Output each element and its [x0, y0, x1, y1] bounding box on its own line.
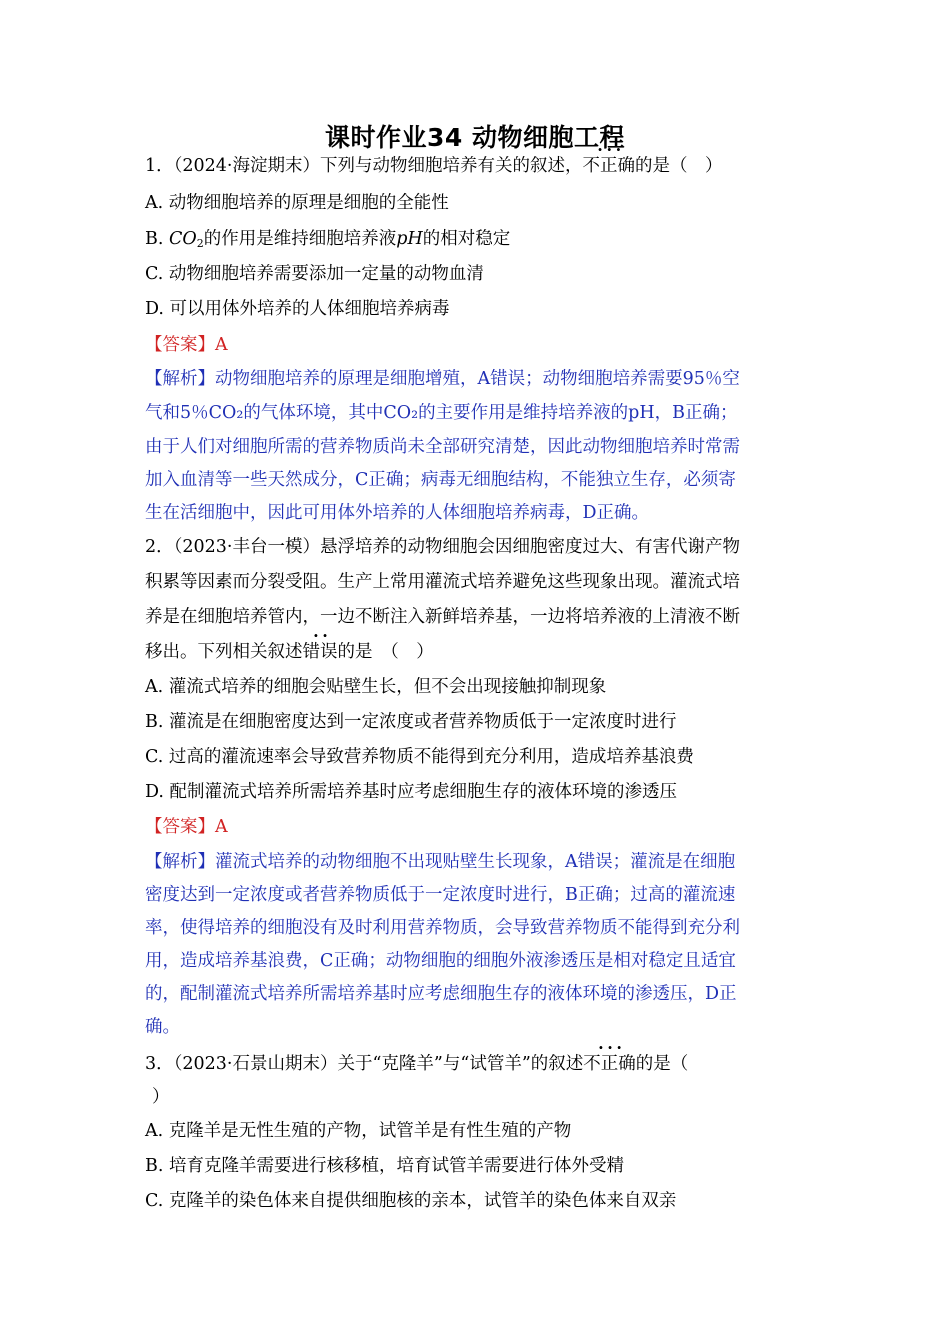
question-3-option-b: B. 培育克隆羊需要进行核移植，培育试管羊需要进行体外受精: [145, 1156, 624, 1176]
question-1-explanation-line: 生在活细胞中，因此可用体外培养的人体细胞培养病毒，D正确。: [145, 503, 650, 523]
page-title: 课时作业34 动物细胞工程: [325, 123, 625, 152]
question-2-explanation-line: 的，配制灌流式培养所需培养基时应考虑细胞生存的液体环境的渗透压，D正: [145, 984, 737, 1004]
question-1-option-c: C. 动物细胞培养需要添加一定量的动物血清: [145, 264, 484, 284]
question-2-option-c: C. 过高的灌流速率会导致营养物质不能得到充分利用，造成培养基浪费: [145, 747, 694, 767]
question-1-explanation-line: 由于人们对细胞所需的营养物质尚未全部研究清楚，因此动物细胞培养时常需: [145, 437, 740, 457]
question-3-stem-end: ）: [152, 1087, 170, 1107]
question-2-stem-line: 养是在细胞培养管内，一边不断注入新鲜培养基，一边将培养液的上清液不断: [145, 607, 740, 627]
question-3-stem: 3．（2023·石景山期末）关于“克隆羊”与“试管羊”的叙述· · · 不正确的是（: [145, 1052, 805, 1076]
question-2-explanation-line: 密度达到一定浓度或者营养物质低于一定浓度时进行，B正确；过高的灌流速: [145, 885, 736, 905]
question-2-explanation-line: 用，造成培养基浪费，C正确；动物细胞的细胞外液渗透压是相对稳定且适宜: [145, 951, 736, 971]
question-3-option-a: A. 克隆羊是无性生殖的产物，试管羊是有性生殖的产物: [145, 1121, 572, 1141]
question-2-answer: 【答案】A: [145, 817, 228, 837]
question-2-explanation-line: 率，使得培养的细胞没有及时利用营养物质，会导致营养物质不能得到充分利: [145, 918, 740, 938]
question-2-option-a: A. 灌流式培养的细胞会贴壁生长，但不会出现接触抑制现象: [145, 677, 607, 697]
question-1-explanation-line: 气和5％CO₂的气体环境，其中CO₂的主要作用是维持培养液的pH，B正确；: [145, 403, 738, 423]
question-2-explanation-line: 【解析】灌流式培养的动物细胞不出现贴壁生长现象，A错误；灌流是在细胞: [145, 852, 736, 872]
question-3-option-c: C. 克隆羊的染色体来自提供细胞核的亲本，试管羊的染色体来自双亲: [145, 1191, 677, 1211]
question-1-explanation-line: 【解析】动物细胞培养的原理是细胞增殖，A错误；动物细胞培养需要95％空: [145, 369, 740, 389]
question-2-stem-line: 移出。下列相关叙述· · 错误的是 （ ）: [145, 640, 805, 664]
question-2-stem-line: 2．（2023·丰台一模）悬浮培养的动物细胞会因细胞密度过大、有害代谢产物: [145, 537, 740, 557]
question-2-option-b: B. 灌流是在细胞密度达到一定浓度或者营养物质低于一定浓度时进行: [145, 712, 677, 732]
question-2-explanation-line: 确。: [145, 1017, 180, 1037]
question-1-answer: 【答案】A: [145, 335, 228, 355]
question-2-stem-line: 积累等因素而分裂受阻。生产上常用灌流式培养避免这些现象出现。灌流式培: [145, 572, 740, 592]
emphasis-dots: · · · 不正确: [582, 154, 635, 178]
question-2-option-d: D. 配制灌流式培养所需培养基时应考虑细胞生存的液体环境的渗透压: [145, 782, 678, 802]
question-1-option-a: A. 动物细胞培养的原理是细胞的全能性: [145, 193, 449, 213]
question-1-explanation-line: 加入血清等一些天然成分，C正确；病毒无细胞结构，不能独立生存，必须寄: [145, 470, 736, 490]
question-1-stem: 1．（2024·海淀期末）下列与动物细胞培养有关的叙述，· · · 不正确的是（ ）: [145, 154, 805, 178]
question-1-option-d: D. 可以用体外培养的人体细胞培养病毒: [145, 299, 450, 319]
question-1-option-b: B. $CO_2$的作用是维持细胞培养液pH的相对稳定: [145, 229, 511, 250]
emphasis-dots: · · · 不正确: [583, 1052, 636, 1076]
emphasis-dots: · · 错误: [303, 640, 338, 664]
